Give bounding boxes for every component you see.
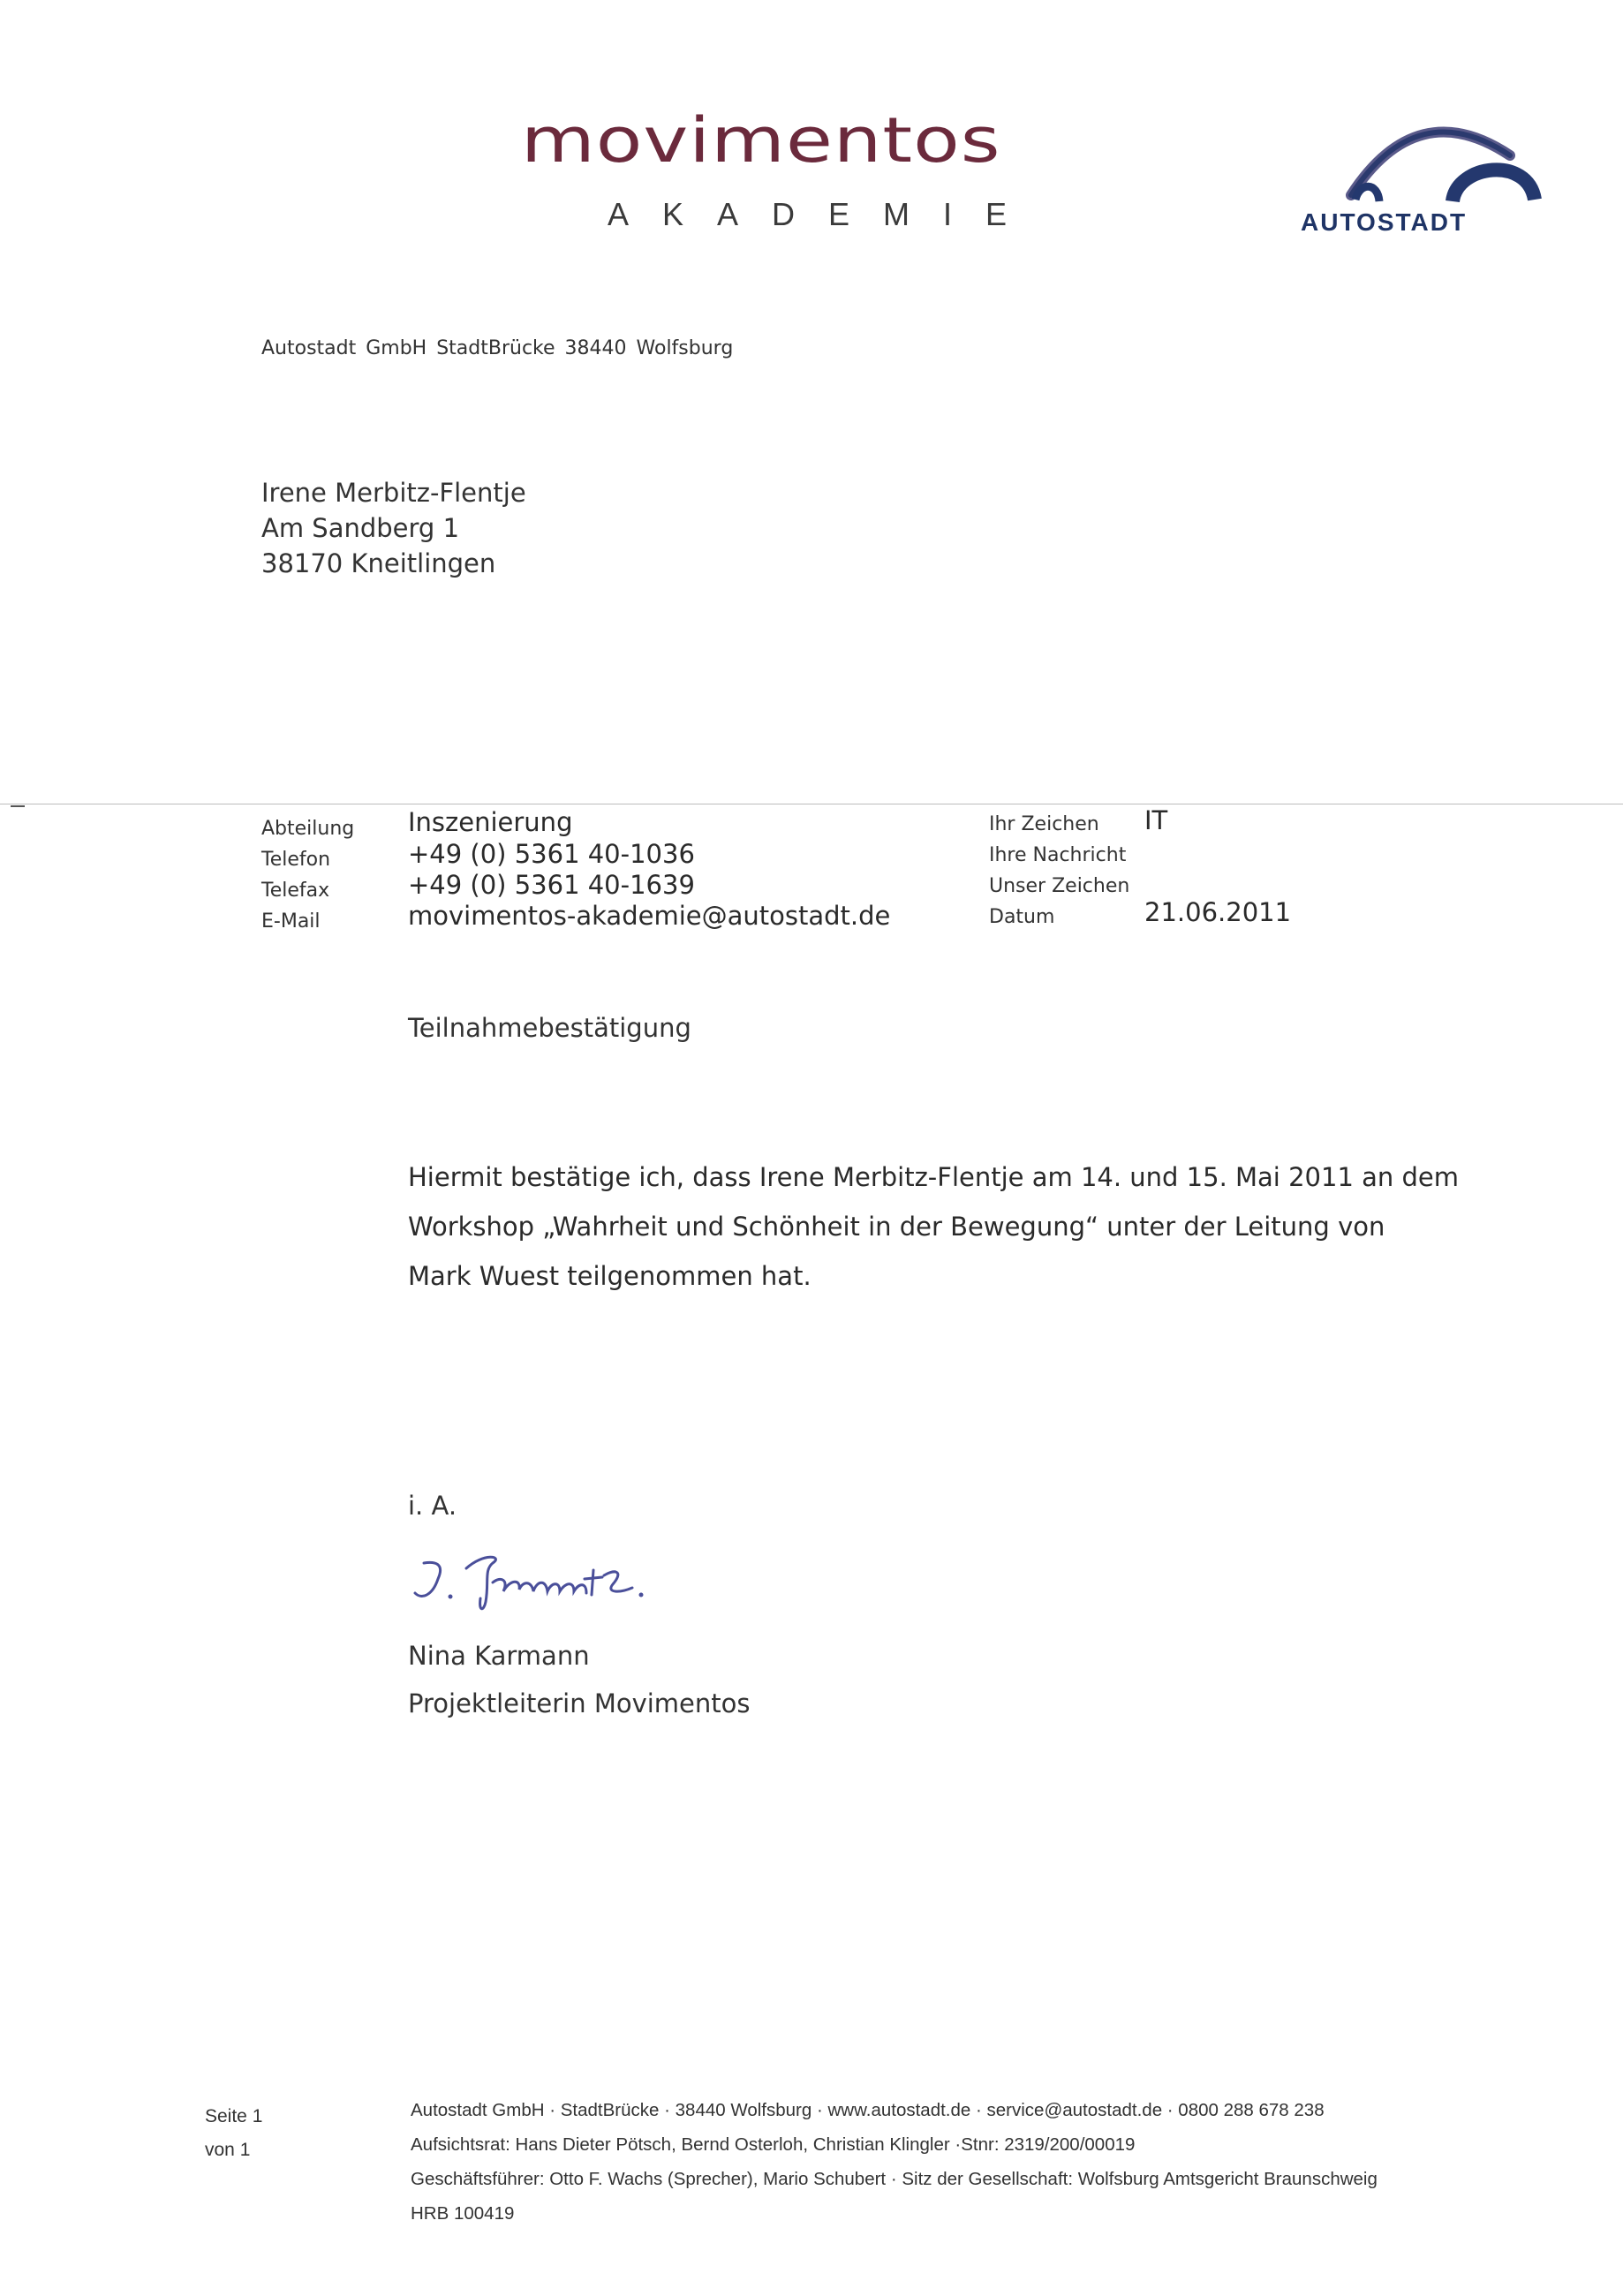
- signer-name: Nina Karmann: [408, 1641, 590, 1671]
- footer-line: Geschäftsführer: Otto F. Wachs (Sprecher), Mario Schubert · Sitz der Gesellschaft: Wolfsburg Amtsgericht Braunschweig: [411, 2169, 1378, 2189]
- page-indicator: [205, 2100, 262, 2167]
- footer-line: Autostadt GmbH · StadtBrücke · 38440 Wolfsburg · www.autostadt.de · service@autostadt.de · 0800 288 678 238: [411, 2100, 1325, 2120]
- info-value-fax: +49 (0) 5361 40-1639: [408, 870, 695, 900]
- recipient-street: Am Sandberg 1: [261, 513, 460, 543]
- page-total: von 1: [205, 2140, 251, 2160]
- body-line: Workshop „Wahrheit und Schönheit in der Bewegung“ unter der Leitung von: [408, 1212, 1385, 1242]
- info-label-your-message: Ihre Nachricht: [989, 844, 1127, 866]
- info-value-email: movimentos-akademie@autostadt.de: [408, 901, 891, 931]
- body-line: Mark Wuest teilgenommen hat.: [408, 1261, 812, 1291]
- recipient-city: 38170 Kneitlingen: [261, 548, 496, 578]
- autostadt-logo-wordmark: AUTOSTADT: [1301, 208, 1468, 236]
- info-label-our-ref: Unser Zeichen: [989, 875, 1130, 897]
- footer-line: HRB 100419: [411, 2203, 515, 2224]
- info-value-your-ref: IT: [1144, 805, 1168, 835]
- company-footer: [411, 2093, 1378, 2231]
- info-label-fax: Telefax: [261, 880, 330, 902]
- akademie-logo-subtitle: AKADEMIE: [608, 196, 1041, 232]
- letter-subject: Teilnahmebestätigung: [408, 1013, 691, 1043]
- info-value-date: 21.06.2011: [1144, 897, 1292, 927]
- handwritten-signature: [404, 1537, 687, 1616]
- page-number: Seite 1: [205, 2106, 263, 2126]
- on-behalf-abbreviation: i. A.: [408, 1491, 457, 1521]
- letter-body: [408, 1152, 1459, 1301]
- info-label-your-ref: Ihr Zeichen: [989, 813, 1099, 835]
- body-line: Hiermit bestätige ich, dass Irene Merbitz-Flentje am 14. und 15. Mai 2011 an dem: [408, 1162, 1459, 1192]
- info-value-department: Inszenierung: [408, 807, 573, 837]
- info-label-department: Abteilung: [261, 818, 355, 840]
- recipient-address: [261, 475, 526, 581]
- recipient-name: Irene Merbitz-Flentje: [261, 478, 526, 508]
- info-label-date: Datum: [989, 906, 1055, 928]
- sender-address-line: Autostadt GmbH StadtBrücke 38440 Wolfsburg: [261, 337, 734, 359]
- fold-mark: [11, 805, 25, 807]
- movimentos-logo-wordmark: movimentos: [521, 104, 1001, 177]
- info-label-phone: Telefon: [261, 849, 331, 871]
- footer-line: Aufsichtsrat: Hans Dieter Pötsch, Bernd Osterloh, Christian Klingler ·Stnr: 2319/200/00019: [411, 2134, 1136, 2155]
- info-value-phone: +49 (0) 5361 40-1036: [408, 839, 695, 869]
- signer-title: Projektleiterin Movimentos: [408, 1688, 751, 1718]
- info-label-email: E-Mail: [261, 910, 321, 933]
- signer-block: [408, 1632, 751, 1727]
